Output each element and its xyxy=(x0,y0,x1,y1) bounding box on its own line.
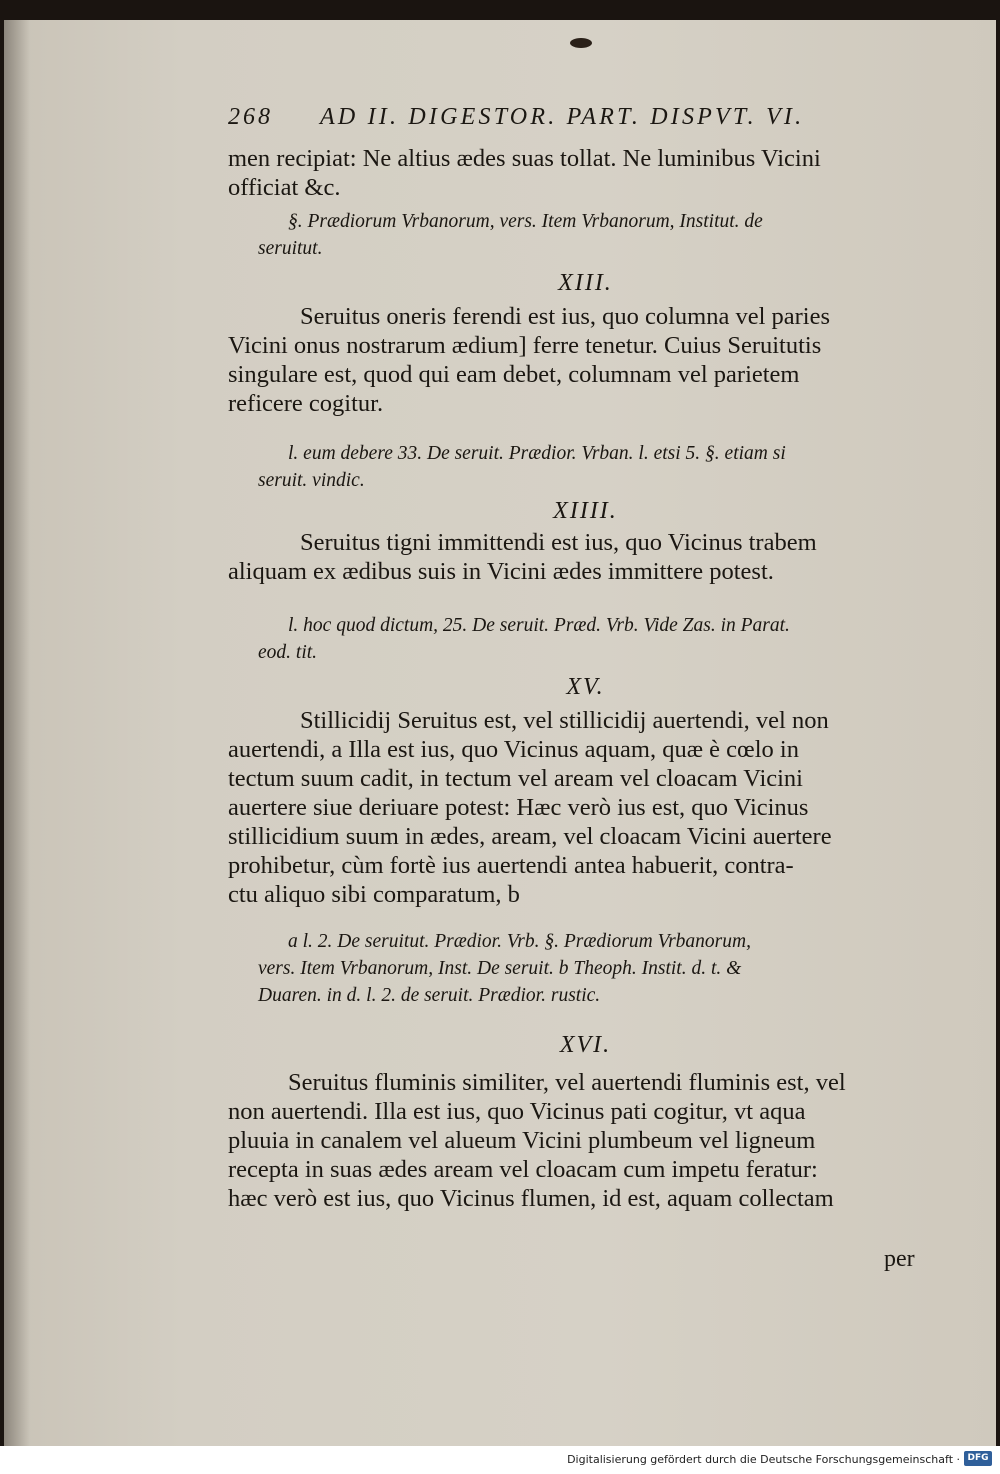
section-number-14: XIIII. xyxy=(553,498,618,524)
paragraph-2 xyxy=(228,302,943,418)
book-page xyxy=(4,20,996,1446)
dfg-logo-icon: DFG xyxy=(964,1451,992,1466)
ref-line: eod. tit. xyxy=(258,642,318,663)
paragraph-3 xyxy=(228,528,943,586)
ref-line: vers. Item Vrbanorum, Inst. De seruit. b Theoph. Instit. d. t. & xyxy=(258,958,742,979)
text-line: officiat &c. xyxy=(228,174,341,201)
ornament-mark xyxy=(570,38,592,48)
text-line: Seruitus oneris ferendi est ius, quo columna vel paries xyxy=(300,303,831,330)
section-number-16: XVI. xyxy=(559,1032,612,1058)
ref-line: l. hoc quod dictum, 25. De seruit. Præd. Vrb. Vide Zas. in Parat. xyxy=(288,615,790,636)
ref-line: a l. 2. De seruitut. Prædior. Vrb. §. Prædiorum Vrbanorum, xyxy=(288,931,751,952)
reference-1 xyxy=(228,208,943,262)
paragraph-5 xyxy=(228,1068,943,1213)
page-number: 268 xyxy=(228,104,273,130)
ref-line: seruitut. xyxy=(258,238,323,259)
funding-notice: Digitalisierung gefördert durch die Deutsche Forschungsgemeinschaft · xyxy=(567,1453,960,1466)
ref-line: l. eum debere 33. De seruit. Prædior. Vrban. l. etsi 5. §. etiam si xyxy=(288,443,786,464)
ref-line: seruit. vindic. xyxy=(258,470,365,491)
paragraph-1 xyxy=(228,144,943,202)
catchword: per xyxy=(884,1246,915,1272)
text-line: auertendi, a Illa est ius, quo Vicinus aquam, quæ è cœlo in xyxy=(228,736,799,763)
text-line: non auertendi. Illa est ius, quo Vicinus pati cogitur, vt aqua xyxy=(228,1098,806,1125)
text-line: prohibetur, cùm fortè ius auertendi antea habuerit, contra- xyxy=(228,852,794,879)
reference-3 xyxy=(228,612,943,666)
ref-line: Duaren. in d. l. 2. de seruit. Prædior. rustic. xyxy=(258,985,601,1006)
ref-line: §. Prædiorum Vrbanorum, vers. Item Vrbanorum, Institut. de xyxy=(288,211,763,232)
text-line: pluuia in canalem vel alueum Vicini plumbeum vel ligneum xyxy=(228,1127,816,1154)
reference-2 xyxy=(228,440,943,494)
text-line: auertere siue deriuare potest: Hæc verò ius est, quo Vicinus xyxy=(228,794,809,821)
text-line: Seruitus tigni immittendi est ius, quo Vicinus trabem xyxy=(300,529,817,556)
text-line: Seruitus fluminis similiter, vel auertendi fluminis est, vel xyxy=(288,1069,846,1096)
text-line: men recipiat: Ne altius ædes suas tollat. Ne luminibus Vicini xyxy=(228,145,821,172)
reference-4 xyxy=(228,928,943,1009)
paragraph-4 xyxy=(228,706,943,909)
text-line: tectum suum cadit, in tectum vel aream vel cloacam Vicini xyxy=(228,765,803,792)
footer-bar xyxy=(0,1446,1000,1474)
text-line: recepta in suas ædes aream vel cloacam cum impetu feratur: xyxy=(228,1156,818,1183)
text-line: hæc verò est ius, quo Vicinus flumen, id est, aquam collectam xyxy=(228,1185,834,1212)
running-title: AD II. DIGESTOR. PART. DISPVT. VI. xyxy=(320,104,805,130)
text-line: aliquam ex ædibus suis in Vicini ædes immittere potest. xyxy=(228,558,774,585)
section-number-15: XV. xyxy=(566,674,605,700)
text-line: stillicidium suum in ædes, aream, vel cloacam Vicini auertere xyxy=(228,823,832,850)
text-line: Stillicidij Seruitus est, vel stillicidij auertendi, vel non xyxy=(300,707,829,734)
text-line: Vicini onus nostrarum ædium] ferre tenetur. Cuius Seruitutis xyxy=(228,332,822,359)
text-line: ctu aliquo sibi comparatum, b xyxy=(228,881,520,908)
text-line: reficere cogitur. xyxy=(228,390,384,417)
section-number-13: XIII. xyxy=(558,270,613,296)
text-line: singulare est, quod qui eam debet, columnam vel parietem xyxy=(228,361,800,388)
